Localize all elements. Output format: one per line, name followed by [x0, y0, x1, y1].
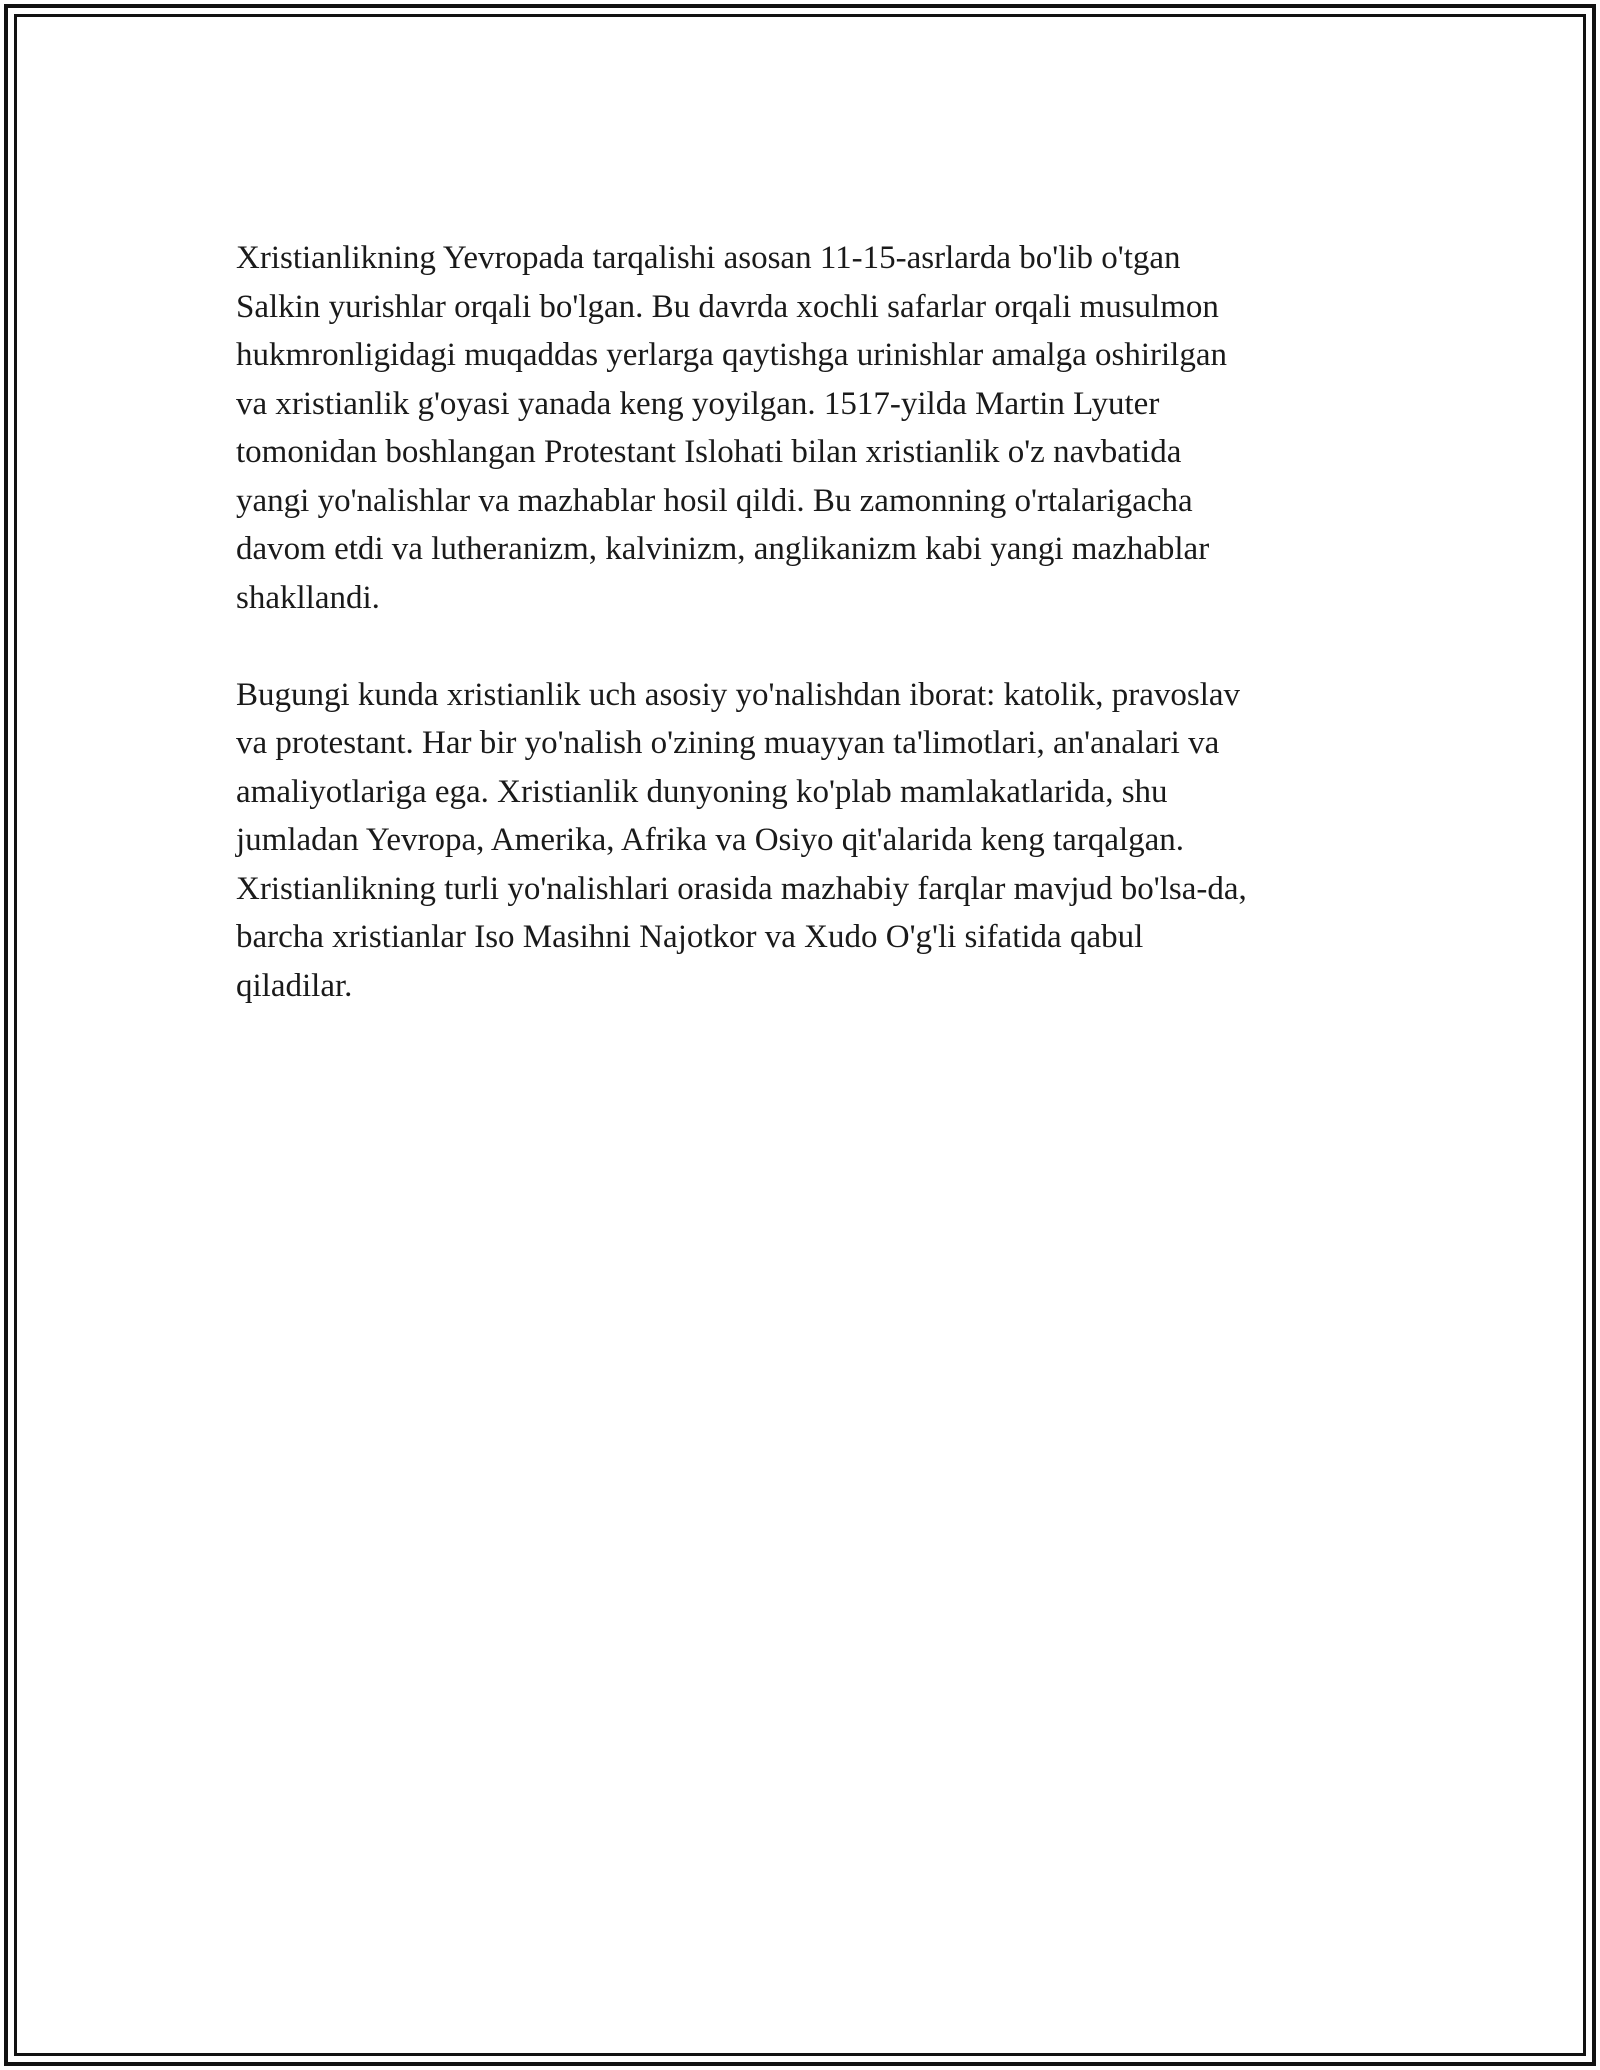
document-body: [236, 234, 1366, 1059]
paragraph-2: Bugungi kunda xristianlik uch asosiy yo'nalishdan iborat: katolik, pravoslav va protestant. Har bir yo'nalish o'zining muayyan ta'limotlari, an'analari va amaliyotlariga ega. Xristianlik dunyoning ko'plab mamlakatlarida, shu jumladan Yevropa, Amerika, Afrika va Osiyo qit'alarida keng tarqalgan. Xristianlikning turli yo'nalishlari orasida mazhabiy farqlar mavjud bo'lsa-da, barcha xristianlar Iso Masihni Najotkor va Xudo O'g'li sifatida qabul qiladilar.: [236, 676, 1247, 1004]
paragraph-1: Xristianlikning Yevropada tarqalishi asosan 11-15-asrlarda bo'lib o'tgan Salkin yurishlar orqali bo'lgan. Bu davrda xochli safarlar orqali musulmon hukmronligidagi muqaddas yerlarga qaytishga urinishlar amalga oshirilgan va xristianlik g'oyasi yanada keng yoyilgan. 1517-yilda Martin Lyuter tomonidan boshlangan Protestant Islohati bilan xristianlik o'z navbatida yangi yo'nalishlar va mazhablar hosil qildi. Bu zamonning o'rtalarigacha davom etdi va lutheranizm, kalvinizm, anglikanizm kabi yangi mazhablar shakllandi.: [236, 240, 1227, 616]
